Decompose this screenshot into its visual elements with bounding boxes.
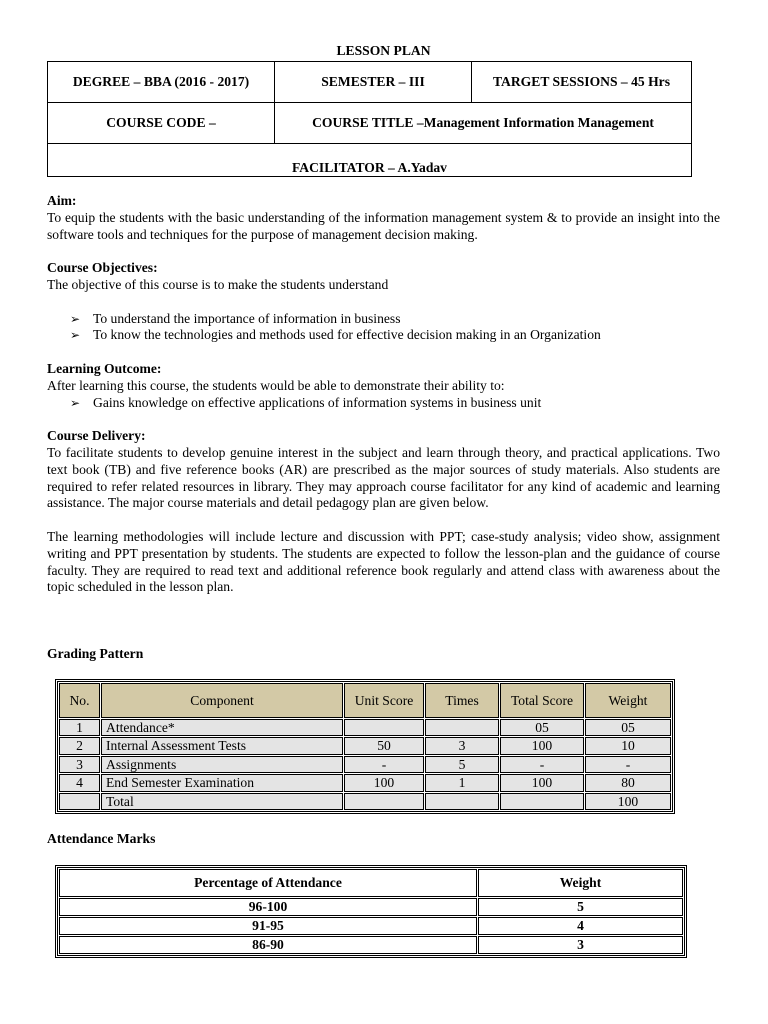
semester-cell: SEMESTER – III (275, 62, 472, 103)
aim-text: To equip the students with the basic understanding of the information management system & to provide an insight into the software tools and techniques for the purpose of management decision making. (47, 209, 720, 242)
table-row: 1 Attendance* 05 05 (59, 719, 671, 737)
degree-cell: DEGREE – BBA (2016 - 2017) (48, 62, 275, 103)
table-row: 2 Internal Assessment Tests 50 3 100 10 (59, 737, 671, 755)
attendance-table (55, 865, 687, 958)
target-sessions-cell: TARGET SESSIONS – 45 Hrs (472, 62, 692, 103)
course-header-table (47, 61, 692, 177)
list-item: ➢ To know the technologies and methods used for effective decision making in an Organization (70, 327, 601, 343)
attendance-heading: Attendance Marks (47, 831, 156, 847)
arrow-bullet-icon: ➢ (70, 395, 81, 410)
outcome-heading: Learning Outcome: (47, 360, 162, 376)
facilitator-cell: FACILITATOR – A.Yadav (48, 144, 692, 177)
course-code-cell: COURSE CODE – (48, 103, 275, 144)
course-title-cell: COURSE TITLE –Management Information Management (275, 103, 692, 144)
aim-heading: Aim: (47, 193, 77, 208)
table-header-row: Percentage of Attendance Weight (59, 869, 683, 897)
table-row: 91-95 4 (59, 917, 683, 935)
table-header-row: No. Component Unit Score Times Total Score Weight (59, 683, 671, 718)
table-row: 4 End Semester Examination 100 1 100 80 (59, 774, 671, 792)
objectives-intro: The objective of this course is to make the students understand (47, 276, 389, 292)
grading-heading: Grading Pattern (47, 646, 144, 662)
objectives-heading: Course Objectives: (47, 260, 158, 276)
table-row: Total 100 (59, 793, 671, 811)
delivery-paragraph-2: The learning methodologies will include lecture and discussion with PPT; case-study analysis; video show, assignment writing and PPT presentation by students. The students are expected to follow the lesson-plan and the guidance of course faculty. They are required to read text and additional reference book regularly and attend class with awareness about the topic scheduled in the lesson plan. (47, 528, 720, 595)
delivery-heading: Course Delivery: (47, 428, 146, 444)
table-row: 86-90 3 (59, 936, 683, 954)
document-title: LESSON PLAN (336, 43, 431, 58)
lesson-plan-page (47, 43, 720, 958)
table-row: 96-100 5 (59, 898, 683, 916)
arrow-bullet-icon: ➢ (70, 311, 81, 326)
outcome-intro: After learning this course, the students would be able to demonstrate their ability to: (47, 377, 505, 393)
list-item: ➢ Gains knowledge on effective applications of information systems in business unit (70, 394, 542, 410)
objectives-list (47, 311, 720, 345)
table-row: 3 Assignments - 5 - - (59, 756, 671, 774)
grading-table (55, 679, 675, 815)
delivery-paragraph-1: To facilitate students to develop genuine interest in the subject and learn through theory, and practical applications. Two text book (TB) and five reference books (AR) are prescribed as the major sources of study materials. Also students are required to refer related resources in library. They may approach course facilitator for any kind of academic and learning assistance. The major course materials and detail pedagogy plan are given below. (47, 444, 720, 511)
outcome-list (47, 395, 720, 412)
list-item: ➢ To understand the importance of information in business (70, 310, 401, 326)
arrow-bullet-icon: ➢ (70, 328, 81, 343)
